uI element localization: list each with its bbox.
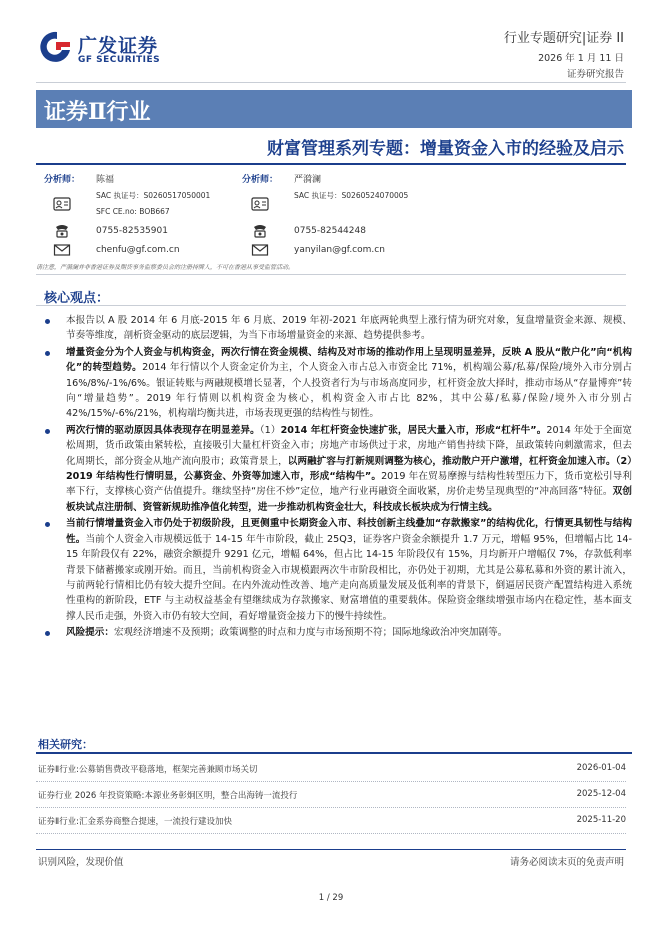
analyst-disclaimer: 请注意，严漪澜并非香港证券及期货事务监察委员会的注册持牌人，不可在香港从事受监管活动。 (36, 264, 295, 271)
report-date: 2026 年 1 月 11 日 (538, 53, 624, 64)
related-item[interactable] (38, 784, 626, 806)
core-bullet (42, 625, 632, 640)
core-bullet (42, 313, 632, 344)
phone-icon (53, 222, 71, 240)
analyst-name-1: 陈福 (96, 175, 115, 185)
mail-icon (251, 241, 269, 259)
industry-title: 证券Ⅱ行业 (44, 99, 151, 125)
header-divider (36, 82, 626, 83)
analyst-email-2[interactable]: yanyilan@gf.com.cn (294, 245, 385, 255)
related-item-date: 2025-12-04 (576, 789, 626, 799)
bullet-text-bold: 增量资金分为个人资金与机构资金，两次行情在资金规模、结构及对市场的推动作用上呈现明显差异，反映 A 股从“散户化”向“机构化”的转型趋势。 (66, 346, 632, 374)
related-item-title[interactable]: 证券行业 2026 年投资策略:本源业务彰炯区明，整合出海铸一流投行 (38, 791, 298, 801)
bullet-dot-icon (45, 319, 50, 324)
footer-slogan: 识别风险，发现价值 (38, 857, 124, 868)
related-separator (36, 807, 626, 808)
bullet-text: ETF (143, 595, 162, 607)
bullet-dot-icon (45, 351, 50, 356)
gf-logo-mark-icon (40, 30, 72, 64)
bullet-text: 本报告以 A 股 2014 年 6 月底-2015 年 6 月底、2019 年初-2021 年底两轮典型上涨行情为研究对象，复盘增量资金来源、规模、节奏等维度，剖析资金驱动的底层逻辑，为当下市场增量资金的来源、趋势提供参考。 (66, 315, 632, 342)
core-bullet (42, 516, 632, 624)
related-item-date: 2025-11-20 (576, 815, 626, 825)
bullet-text-bold: 2014 年杠杆资金快速扩张，居民大量入市，形成“杠杆牛”。 (280, 424, 547, 436)
bullet-text: 2019 年在贸易摩擦与结构性转型压力下，货币宽松引导利率下行，支撑核心资产估值提升。继续坚持“房住不炒”定位，地产行业再融资全面收紧，房价走势呈现典型的“冲高回落”特征。 (66, 471, 632, 498)
gf-securities-logo (40, 30, 180, 66)
analyst-name-2: 严漪澜 (294, 175, 322, 185)
core-views-list (42, 313, 632, 642)
bullet-text: 2014 年行情以个人资金定价为主，个人资金入市占总入市资金比 71%，机构端公募/私募/保险/境外入市分别占 16%/8%/-1%/6%。银证转账与两融规模增长显著，个人投资者行为与市场高度同步，杠杆资金放大择时，推动市场从“存量博弈”转向“增量趋势”。2019 年行情则以机构资金为核心，机构资金入市占比 82%，其中公募/私募/保险/境外入市分别占 42%/15%/-6%/21%，机构端均衡共进，市场表现更强的结构性与韧性。 (66, 362, 632, 420)
bullet-text: 宏观经济增速不及预期；政策调整的时点和力度与市场预期不符；国际地缘政治冲突加剧等。 (113, 627, 508, 639)
phone-icon (251, 222, 269, 240)
brand-name-en: GF SECURITIES (78, 55, 161, 65)
analyst-label-1: 分析师： (44, 175, 81, 185)
related-item-title[interactable]: 证券Ⅱ行业:公募销售费改平稳落地，框架完善兼顾市场关切 (38, 765, 258, 775)
report-category: 行业专题研究|证券 II (503, 31, 624, 46)
brand-name-cn: 广发证券 (78, 35, 159, 57)
analyst-label-2: 分析师： (242, 175, 279, 185)
bullet-text-bold: 两次行情的驱动原因具体表现存在明显差异。 (66, 424, 260, 436)
report-type: 证券研究报告 (566, 69, 624, 80)
analyst-sac-2: SAC 执证号：S0260524070005 (294, 191, 409, 200)
bullet-dot-icon (45, 522, 50, 527)
id-card-icon (251, 195, 269, 213)
bullet-dot-icon (45, 429, 50, 434)
bullet-text: 与主动权益基金有望继续成为存款搬家、财富增值的重要载体。保险资金继续增强市场内在稳定性，基本面支撑人民币走强，外资入市仍有较大空间，看好增量资金接力下的慢牛持续性。 (66, 595, 632, 622)
subtitle-divider (36, 163, 626, 165)
analyst-sfc-1: SFC CE.no: BOB667 (96, 207, 170, 216)
id-card-icon (53, 195, 71, 213)
related-item[interactable] (38, 758, 626, 780)
bullet-text-bold: 风险提示： (66, 627, 114, 639)
bullet-text-bold: 当前行情增量资金入市仍处于初级阶段，且更侧重中长期资金入市、科技创新主线叠加“存款搬家”的结构优化，行情更具韧性与结构性。 (66, 518, 632, 545)
related-item-title[interactable]: 证券Ⅱ行业:汇金系券商整合提速，一流投行建设加快 (38, 817, 233, 827)
disclaimer-divider (36, 274, 626, 275)
footer-divider (36, 849, 626, 850)
analyst-sac-1: SAC 执证号：S0260517050001 (96, 191, 211, 200)
analyst-phone-1: 0755-82535901 (96, 226, 168, 236)
core-bullet (42, 423, 632, 515)
bullet-text: 当前个人资金入市规模远低于 14-15 年牛市阶段，截止 25Q3，证券客户资金余额提升 1.7 万元，增幅 95%，但增幅占比 14-15 年阶段仅有 22%，融资余额提升 9291 亿元，增幅 64%，但占比 14-15 年阶段仅有 15%，月均新开户增幅仅 7%，存款低利率背景下储蓄搬家或刚开始。而且，当前机构资金入市规模跟两次牛市阶段相比，亦仍处于初期，尤其是公募私募和外资的累计流入，与前两轮行情相比仍有较大提升空间。在内外流动性改善、地产走向高质量发展及低利率的背景下，倒逼居民资产配置结构进入系统性重构的新阶段， (66, 533, 633, 607)
core-views-title: 核心观点： (44, 291, 110, 306)
bullet-text: 2014 年处于全面宽松周期，货币政策由紧转松，直接吸引大量杠杆资金入市；房地产市场供过于求，房地产销售持续下降，虽政策转向刺激需求，但去化周期长，部分资金从地产流向股市；政策背景上， (66, 424, 632, 467)
bullet-dot-icon (45, 631, 50, 636)
related-separator (36, 833, 626, 834)
page-number: 1 / 29 (318, 893, 344, 903)
analyst-phone-2: 0755-82544248 (294, 226, 366, 236)
mail-icon (53, 241, 71, 259)
core-views-divider (36, 305, 626, 306)
bullet-text-bold: 双创板块试点注册制、资管新规助推净值化转型，进一步推动机构资金壮大，科技成长板块成为行情主线。 (66, 486, 632, 513)
footer-disclaimer-note: 请务必阅读末页的免责声明 (509, 857, 624, 868)
related-research-divider (36, 752, 632, 754)
related-research-title: 相关研究： (38, 738, 93, 751)
related-item[interactable] (38, 810, 626, 832)
core-bullet (42, 345, 632, 422)
bullet-text-bold: 以两融扩容与打新规则调整为核心，推动散户开户激增，杠杆资金加速入市。（2）2019 年结构性行情明显，公募资金、外资等加速入市，形成“结构牛”。 (66, 455, 633, 483)
bullet-text: （1） (259, 424, 281, 436)
report-subtitle: 财富管理系列专题：增量资金入市的经验及启示 (267, 139, 624, 159)
analyst-email-1[interactable]: chenfu@gf.com.cn (96, 245, 180, 255)
related-separator (36, 781, 626, 782)
related-item-date: 2026-01-04 (576, 763, 626, 773)
